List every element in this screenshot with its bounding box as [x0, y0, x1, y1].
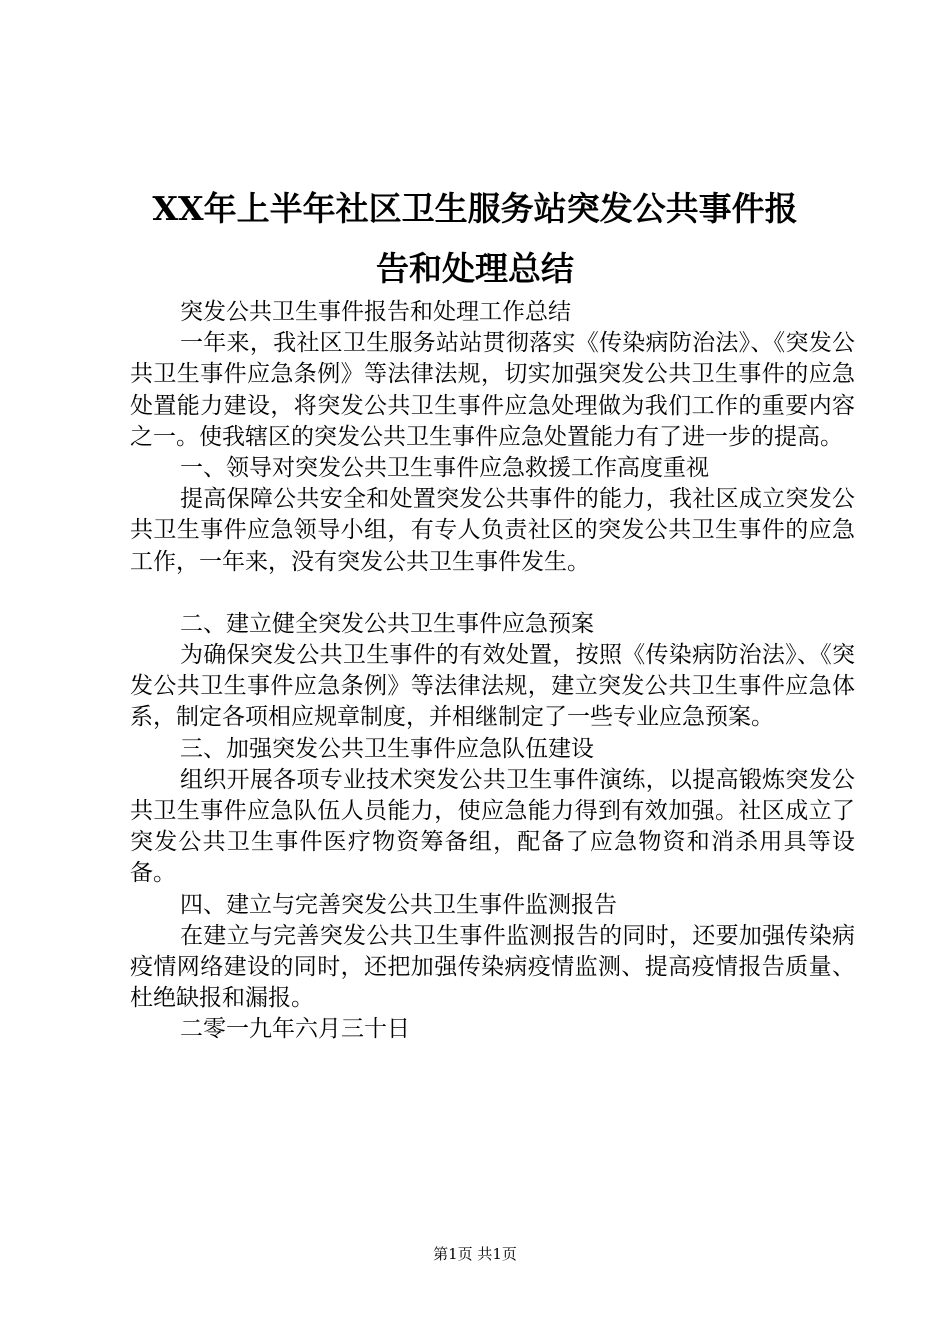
- section-2-heading: 二、建立健全突发公共卫生事件应急预案: [180, 610, 594, 637]
- document-body: [130, 297, 855, 1046]
- section-1-paragraph: 提高保障公共安全和处置突发公共事件的能力，我社区成立突发公共卫生事件应急领导小组，有专人负责社区的突发公共卫生事件的应急工作，一年来，没有突发公共卫生事件发生。: [130, 486, 855, 575]
- document-subtitle: 突发公共卫生事件报告和处理工作总结: [180, 299, 571, 325]
- document-date: 二零一九年六月三十日: [180, 1016, 410, 1043]
- section-3-heading: 三、加强突发公共卫生事件应急队伍建设: [180, 735, 594, 762]
- section-4-paragraph: 在建立与完善突发公共卫生事件监测报告的同时，还要加强传染病疫情网络建设的同时，还把加强传染病疫情监测、提高疫情报告质量、杜绝缺报和漏报。: [130, 922, 855, 1012]
- intro-paragraph: 一年来，我社区卫生服务站站贯彻落实《传染病防治法》、《突发公共卫生事件应急条例》等法律法规，切实加强突发公共卫生事件的应急处置能力建设，将突发公共卫生事件应急处理做为我们工作的重要内容之一。使我辖区的突发公共卫生事件应急处置能力有了进一步的提高。: [130, 330, 855, 450]
- section-2-paragraph: 为确保突发公共卫生事件的有效处置，按照《传染病防治法》、《突发公共卫生事件应急条例》等法律法规，建立突发公共卫生事件应急体系，制定各项相应规章制度，并相继制定了一些专业应急预案。: [130, 642, 855, 731]
- document-title-line-1: XX年上半年社区卫生服务站突发公共事件报: [152, 189, 798, 228]
- section-1-heading: 一、领导对突发公共卫生事件应急救援工作高度重视: [180, 455, 709, 482]
- document-title-line-2: 告和处理总结: [376, 249, 574, 288]
- section-3-paragraph: 组织开展各项专业技术突发公共卫生事件演练，以提高锻炼突发公共卫生事件应急队伍人员能力，使应急能力得到有效加强。社区成立了突发公共卫生事件医疗物资筹备组，配备了应急物资和消杀用具等设备。: [130, 766, 855, 887]
- blank-line: [130, 578, 855, 609]
- section-4-heading: 四、建立与完善突发公共卫生事件监测报告: [180, 891, 617, 918]
- page-footer: 第1页 共1页: [433, 1245, 517, 1263]
